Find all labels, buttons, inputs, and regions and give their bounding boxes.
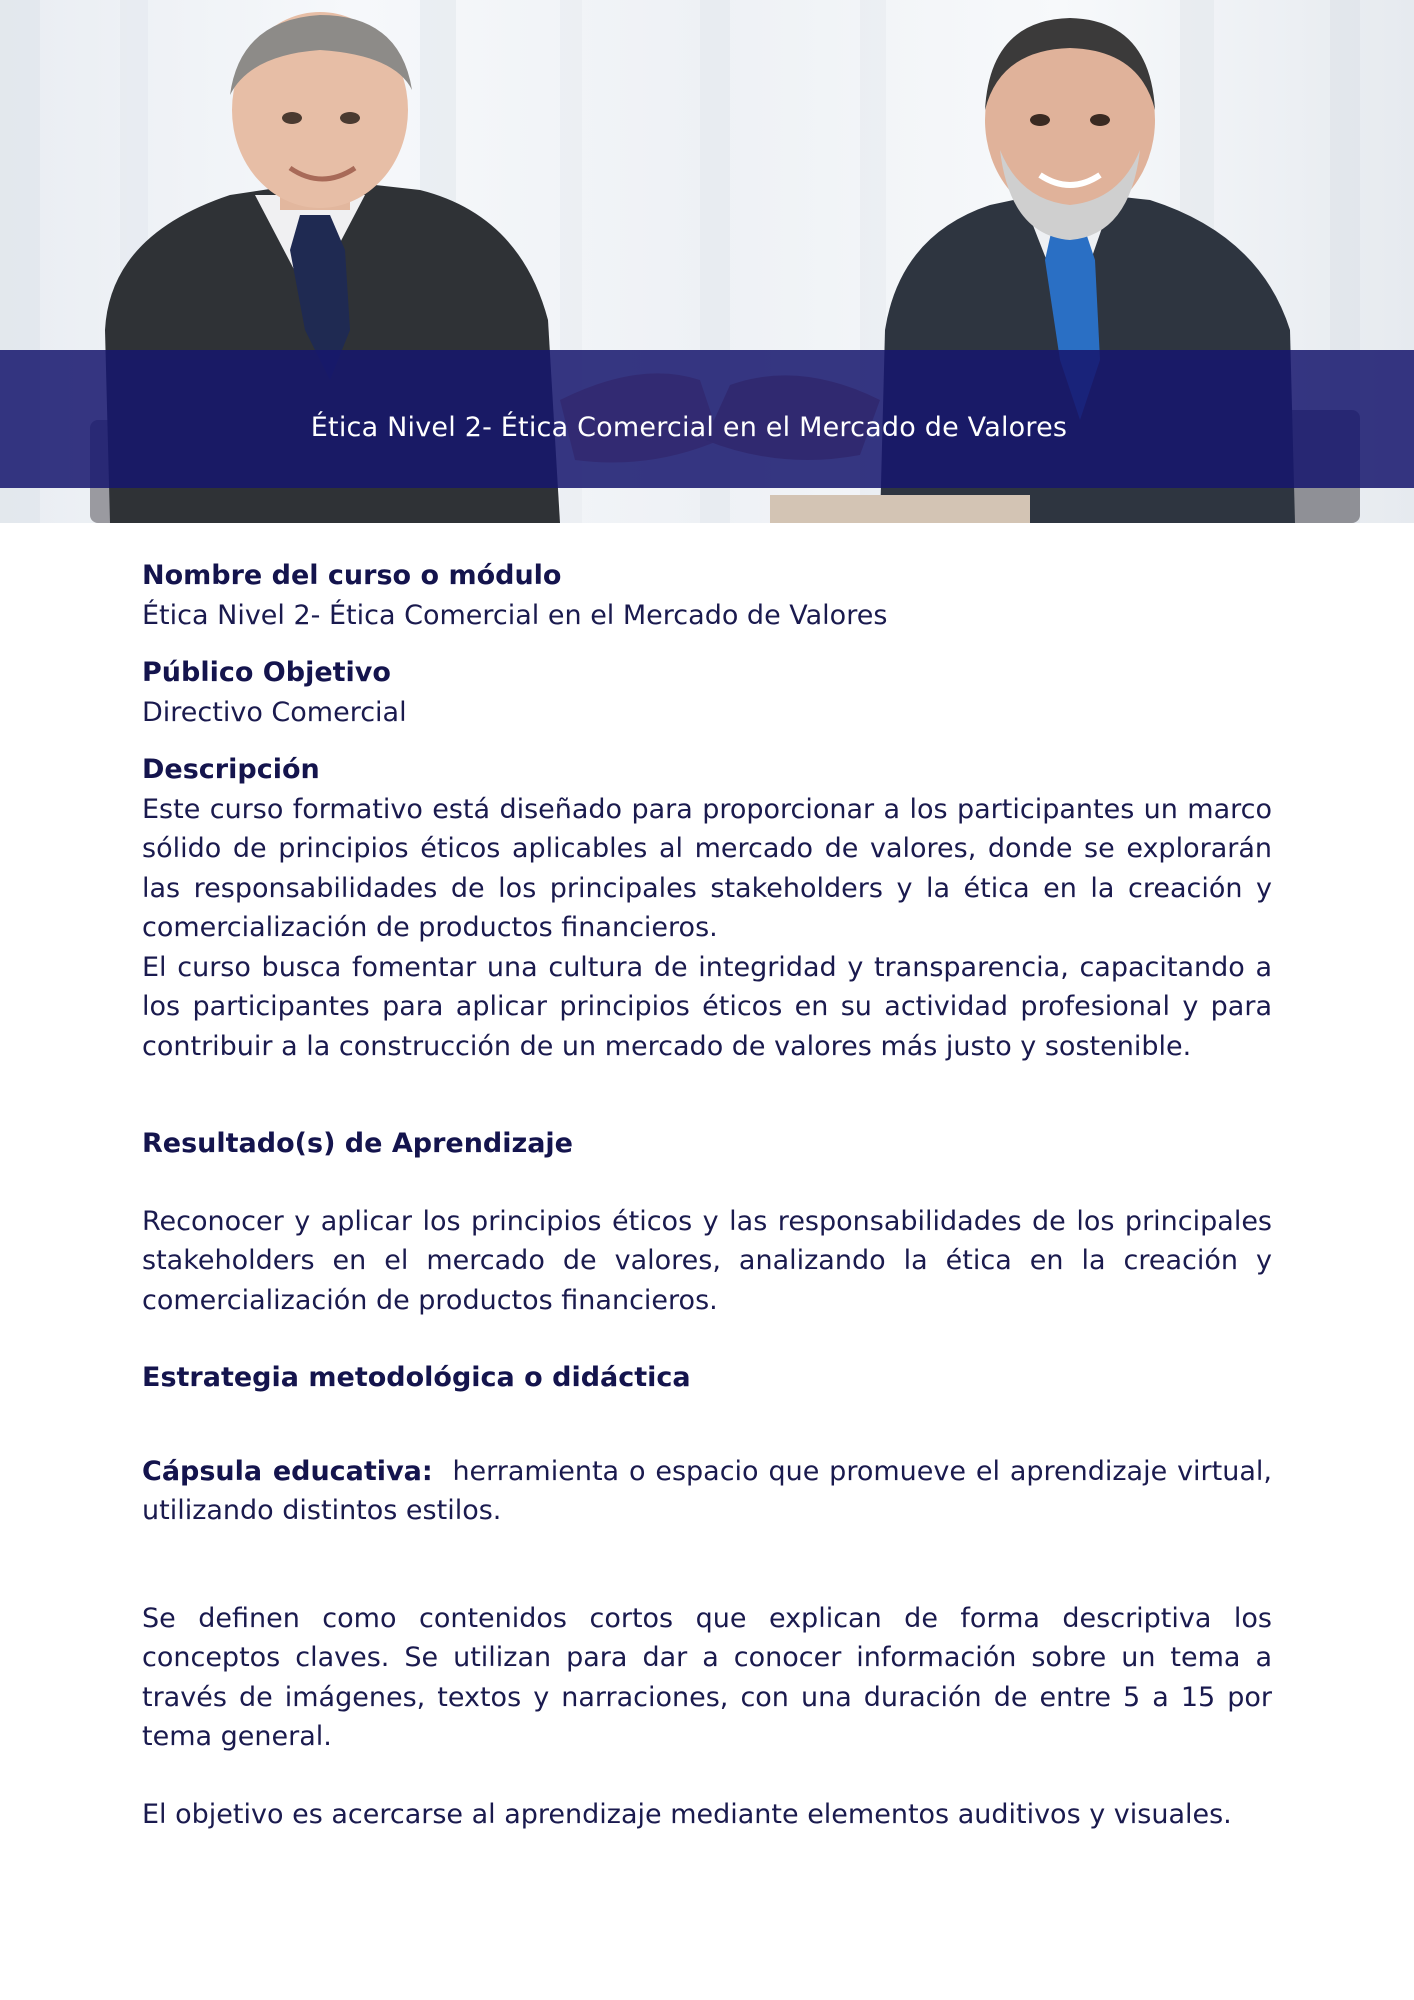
capsule-objective: El objetivo es acercarse al aprendizaje mediante elementos auditivos y visuales.	[142, 1798, 1232, 1830]
course-content	[142, 556, 1272, 1834]
capsule-text: herramienta o espacio que promueve el aprendizaje virtual, utilizando distintos estilos.	[142, 1455, 1272, 1526]
capsule-paragraph	[142, 1452, 1272, 1531]
course-name-heading: Nombre del curso o módulo	[142, 560, 562, 591]
audience-value: Directivo Comercial	[142, 696, 407, 728]
hero-banner	[0, 0, 1414, 523]
capsule-definition: Se definen como contenidos cortos que explican de forma descriptiva los conceptos claves. Se utilizan para dar a conocer información sobre un tema a través de imágenes, textos y narraciones, con una duración de entre 5 a 15 por tema general.	[142, 1602, 1272, 1752]
course-name-value: Ética Nivel 2- Ética Comercial en el Mercado de Valores	[142, 599, 888, 631]
outcomes-text: Reconocer y aplicar los principios éticos y las responsabilidades de los principales stakeholders en el mercado de valores, analizando la ética en la creación y comercialización de productos financieros.	[142, 1205, 1272, 1316]
outcomes-heading: Resultado(s) de Aprendizaje	[142, 1128, 573, 1159]
description-heading: Descripción	[142, 754, 320, 785]
description-paragraph-1: Este curso formativo está diseñado para proporcionar a los participantes un marco sólido de principios éticos aplicables al mercado de valores, donde se explorarán las responsabilidades de los principales stakeholders y la ética en la creación y comercialización de productos financieros.	[142, 793, 1272, 943]
capsule-label: Cápsula educativa:	[142, 1455, 433, 1487]
banner-title: Ética Nivel 2- Ética Comercial en el Mercado de Valores	[310, 412, 1068, 443]
strategy-heading: Estrategia metodológica o didáctica	[142, 1362, 691, 1393]
description-paragraph-2: El curso busca fomentar una cultura de integridad y transparencia, capacitando a los participantes para aplicar principios éticos en su actividad profesional y para contribuir a la construcción de un mercado de valores más justo y sostenible.	[142, 951, 1272, 1062]
audience-heading: Público Objetivo	[142, 657, 391, 688]
